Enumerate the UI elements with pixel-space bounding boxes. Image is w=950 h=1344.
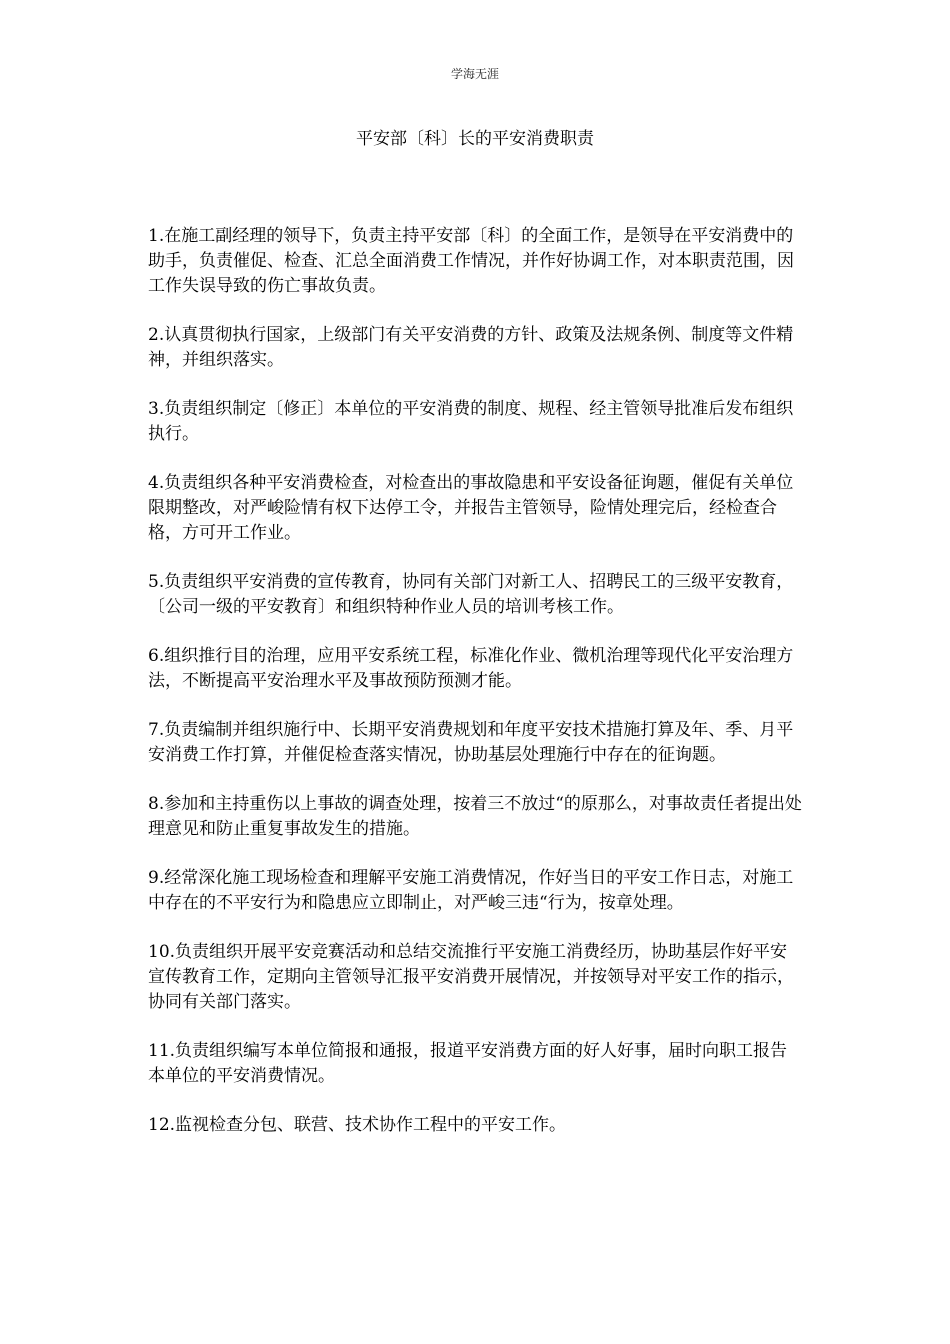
- paragraph-10: 10.负责组织开展平安竞赛活动和总结交流推行平安施工消费经历，协助基层作好平安宣传教育工作，定期向主管领导汇报平安消费开展情况，并按领导对平安工作的指示，协同有关部门落实。: [148, 942, 794, 1012]
- paragraph-9: 9.经常深化施工现场检查和理解平安施工消费情况，作好当日的平安工作日志，对施工中存在的不平安行为和隐患应立即制止，对严峻三违“行为，按章处理。: [148, 868, 794, 913]
- document-title: 平安部〔科〕长的平安消费职责: [356, 129, 594, 149]
- paragraph-3: 3.负责组织制定〔修正〕本单位的平安消费的制度、规程、经主管领导批准后发布组织执行。: [148, 399, 794, 444]
- paragraph-2: 2.认真贯彻执行国家，上级部门有关平安消费的方针、政策及法规条例、制度等文件精神，并组织落实。: [148, 325, 794, 370]
- document-body: [148, 224, 803, 1162]
- paragraph-11: 11.负责组织编写本单位简报和通报，报道平安消费方面的好人好事，届时向职工报告本单位的平安消费情况。: [148, 1041, 788, 1086]
- page-header: 学海无涯: [450, 67, 499, 81]
- paragraph-12: 12.监视检查分包、联营、技术协作工程中的平安工作。: [148, 1115, 567, 1135]
- paragraph-8: 8.参加和主持重伤以上事故的调查处理，按着三不放过“的原那么，对事故责任者提出处理意见和防止重复事故发生的措施。: [148, 794, 802, 839]
- paragraph-7: 7.负责编制并组织施行中、长期平安消费规划和年度平安技术措施打算及年、季、月平安消费工作打算，并催促检查落实情况，协助基层处理施行中存在的征询题。: [148, 720, 794, 765]
- paragraph-6: 6.组织推行目的治理，应用平安系统工程，标准化作业、微机治理等现代化平安治理方法，不断提高平安治理水平及事故预防预测才能。: [148, 646, 794, 691]
- paragraph-4: 4.负责组织各种平安消费检查，对检查出的事故隐患和平安设备征询题，催促有关单位限期整改，对严峻险情有权下达停工令，并报告主管领导，险情处理完后，经检查合格，方可开工作业。: [148, 473, 794, 543]
- paragraph-1: 1.在施工副经理的领导下，负责主持平安部〔科〕的全面工作，是领导在平安消费中的助手，负责催促、检查、汇总全面消费工作情况，并作好协调工作，对本职责范围，因工作失误导致的伤亡事故负责。: [148, 226, 794, 296]
- paragraph-5: 5.负责组织平安消费的宣传教育，协同有关部门对新工人、招聘民工的三级平安教育，〔公司一级的平安教育〕和组织特种作业人员的培训考核工作。: [148, 572, 794, 617]
